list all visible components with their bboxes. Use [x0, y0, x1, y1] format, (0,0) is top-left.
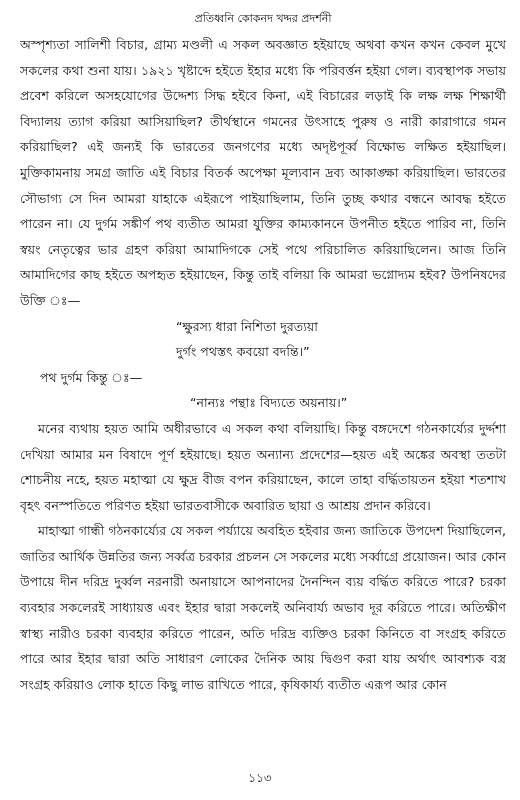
paragraph-3: মনের ব্যথায় হয়ত আমি অধীরভাবে এ সকল কথা বলিয়াছি। কিন্তু বঙ্গদেশে গঠনকার্য্যের দুর্দ্দশা দেখিয়া আমার মন বিষাদে পূর্ণ হইয়াছে। হয়ত অন্যান্য প্রদেশের—হয়ত এই অঙ্কের অবস্থা ততটা শোচনীয় নহে, হয়ত মহাত্মা যে ক্ষুদ্র বীজ বপন করিয়াছেন, কালে তাহা বর্দ্ধিতায়তন হইয়া শতশাখ বৃহৎ বনস্পতিতে পরিণত হইয়া ভারতবাসীকে অবারিত ছায়া ও আশ্রয় প্রদান করিবে।: [20, 420, 506, 513]
paragraph-2: পথ দুর্গম কিন্তু ঃ—: [40, 369, 143, 385]
running-header: প্রতিধ্বনি কোকনদ খদ্দর প্রদর্শনী: [194, 12, 332, 25]
verse-2-line-1: “নান্যঃ পন্থাঃ বিদ্যতে অয়নায়।”: [190, 395, 348, 411]
paragraph-1: অস্পৃশ্যতা সালিশী বিচার, গ্রাম্য মণ্ডলী এ সকল অবজ্ঞাত হইয়াছে অথবা কখন কখন কেবল মুখে সকলের কথা শুনা যায়। ১৯২১ খৃষ্টাব্দে হইতে ইহার মধ্যে কি পরিবর্ত্তন হইয়া গেল। ব্যবস্থাপক সভায় প্রবেশ করিলে অসহযোগের উদ্দেশ্য সিদ্ধ হইবে কিনা, এই বিচারের লড়াই কি লক্ষ লক্ষ শিক্ষার্থী বিদ্যালয় ত্যাগ করিয়া আসিয়াছিল? তীর্থস্থানে গমনের উৎসাহে পুরুষ ও নারী কারাগারে গমন করিয়াছিল? এই জন্যই কি ভারতের জনগণের মধ্যে অদৃষ্টপূর্ব্ব বিক্ষোভ লক্ষিত হইয়াছিল। মুক্তিকামনায় সমগ্র জাতি এই বিচার বিতর্ক অপেক্ষা মূল্যবান দ্রব্য আকাঙ্ক্ষা করিয়াছিল। ভারতের সৌভাগ্য সে দিন আমরা যাহাকে এইরূপে পাইয়াছিলাম, তিনি তুচ্ছ কথার বন্ধনে আবদ্ধ হইতে পারেন না। যে দুর্গম সঙ্কীর্ণ পথ ব্যতীত আমরা যুক্তির কাম্যকাননে উপনীত হইতে পারিব না, তিনি স্বয়ং নেতৃত্বের ভার গ্রহণ করিয়া আমাদিগকে সেই পথে পরিচালিত করিয়াছিলেন। আজ তিনি আমাদিগের কাছ হইতে অপহৃত হইয়াছেন, কিন্তু তাই বলিয়া কি আমরা ভগ্নোদ্যম হইব? উপনিষদের উক্তি ঃ—: [20, 37, 506, 308]
verse-1-line-1: “ক্ষুরস্য ধারা নিশিতা দুরত্যয়া: [176, 318, 318, 334]
verse-1-line-2: দুর্গং পথস্তৎ কবয়ো বদন্তি।”: [176, 344, 310, 360]
body-text: [20, 32, 506, 697]
paragraph-4: মাহাত্মা গান্ধী গঠনকার্য্যের যে সকল পর্য্যায়ে অবহিত হইবার জন্য জাতিকে উপদেশ দিয়াছিলেন, জাতির আর্থিক উন্নতির জন্য সর্ব্বত্র চরকার প্রচলন সে সকলের মধ্যে সর্ব্বাগ্রে প্রয়োজন। আর কোন উপায়ে দীন দরিদ্র দুর্ব্বল নরনারী অনায়াসে আপনাদের দৈনন্দিন ব্যয় বর্দ্ধিত করিতে পারে? চরকা ব্যবহার সকলেরই সাধ্যায়ত্ত এবং ইহার দ্বারা সকলেই অনিবার্য্য অভাব দূর করিতে পারে। অতিক্ষীণ স্বাস্থ্য নারীও চরকা ব্যবহার করিতে পারেন, অতি দরিদ্র ব্যক্তিও চরকা কিনিতে বা সংগ্রহ করিতে পারে আর ইহার দ্বারা অতি সাধারণ লোকের দৈনিক আয় দ্বিগুণ করা যায় অর্থাৎ আবশ্যক বস্ত্র সংগ্রহ করিয়াও লোক হাতে কিছু লাভ রাখিতে পারে, কৃষিকার্য্য ব্যতীত এরূপ আর কোন: [20, 523, 506, 692]
page-number: ১১৩: [248, 771, 272, 785]
